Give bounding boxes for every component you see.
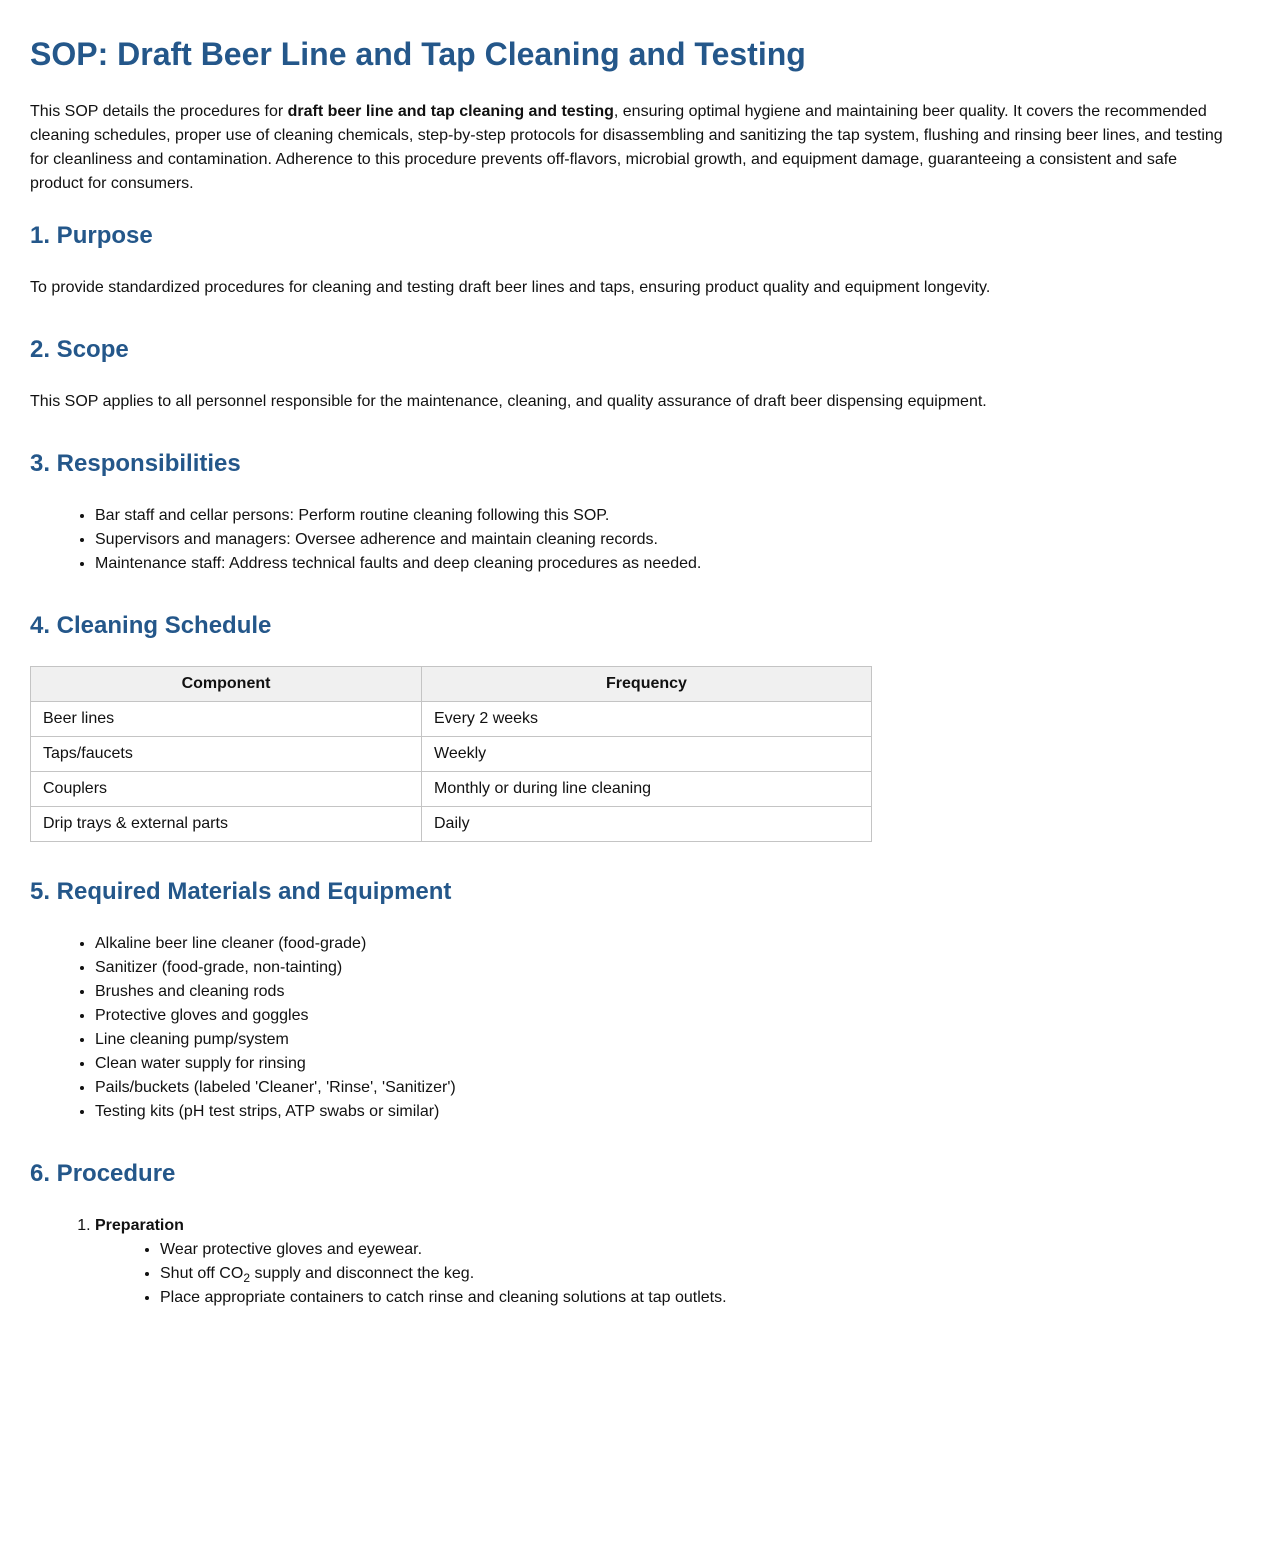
table-cell: Drip trays & external parts: [31, 807, 422, 842]
list-item: • Place appropriate containers to catch rinse and cleaning solutions at tap outlets.: [160, 1286, 1233, 1310]
table-row: [31, 807, 872, 842]
table-row: [31, 702, 872, 737]
table-cell: Daily: [422, 807, 872, 842]
co2-subscript: 2: [243, 1271, 250, 1285]
co2-text-end: supply and disconnect the keg.: [250, 1265, 475, 1282]
procedure-steps: [30, 1214, 1233, 1310]
schedule-heading: 4. Cleaning Schedule: [30, 612, 272, 639]
responsibilities-heading: 3. Responsibilities: [30, 450, 241, 477]
table-cell: Every 2 weeks: [422, 702, 872, 737]
list-item: • Wear protective gloves and eyewear.: [160, 1238, 1233, 1262]
table-header-row: [31, 667, 872, 702]
page-title: SOP: Draft Beer Line and Tap Cleaning and Testing: [30, 36, 806, 72]
purpose-heading: 1. Purpose: [30, 222, 153, 249]
intro-paragraph: [30, 100, 1233, 196]
list-item: • Brushes and cleaning rods: [95, 980, 1233, 1004]
scope-text: This SOP applies to all personnel responsible for the maintenance, cleaning, and quality assurance of draft beer dispensing equipment.: [30, 393, 987, 410]
materials-heading: 5. Required Materials and Equipment: [30, 878, 452, 905]
responsibilities-list: [30, 504, 1233, 576]
list-item: • Alkaline beer line cleaner (food-grade): [95, 932, 1233, 956]
list-item: • Line cleaning pump/system: [95, 1028, 1233, 1052]
step-title: Preparation: [95, 1217, 184, 1234]
table-cell: Weekly: [422, 737, 872, 772]
list-item: [160, 1262, 1233, 1286]
list-item: • Testing kits (pH test strips, ATP swabs or similar): [95, 1100, 1233, 1124]
procedure-heading: 6. Procedure: [30, 1160, 176, 1187]
column-header-frequency: Frequency: [422, 667, 872, 702]
procedure-step-preparation: [95, 1214, 1233, 1310]
list-item: • Pails/buckets (labeled 'Cleaner', 'Rinse', 'Sanitizer'): [95, 1076, 1233, 1100]
table-cell: Monthly or during line cleaning: [422, 772, 872, 807]
list-item: • Protective gloves and goggles: [95, 1004, 1233, 1028]
table-cell: Couplers: [31, 772, 422, 807]
list-item: • Supervisors and managers: Oversee adherence and maintain cleaning records.: [95, 528, 1233, 552]
table-cell: Beer lines: [31, 702, 422, 737]
table-row: [31, 772, 872, 807]
intro-text-end: , ensuring optimal hygiene and maintaining beer quality. It covers the recommended cleaning schedules, proper use of cleaning chemicals, step-by-step protocols for disassembling and sanitizing the tap system, flushing and rinsing beer lines, and testing for cleanliness and contamination. Adherence to this procedure prevents off-flavors, microbial growth, and equipment damage, guaranteeing a consistent and safe product for consumers.: [30, 103, 1223, 192]
co2-text-start: Shut off CO: [160, 1265, 244, 1282]
list-item: • Sanitizer (food-grade, non-tainting): [95, 956, 1233, 980]
list-item: • Bar staff and cellar persons: Perform routine cleaning following this SOP.: [95, 504, 1233, 528]
intro-bold-text: draft beer line and tap cleaning and testing: [287, 103, 614, 120]
preparation-substeps: [95, 1238, 1233, 1310]
scope-heading: 2. Scope: [30, 336, 129, 363]
table-row: [31, 737, 872, 772]
purpose-text: To provide standardized procedures for cleaning and testing draft beer lines and taps, ensuring product quality and equipment longevity.: [30, 279, 991, 296]
cleaning-schedule-table: [30, 666, 872, 842]
table-cell: Taps/faucets: [31, 737, 422, 772]
list-item: • Clean water supply for rinsing: [95, 1052, 1233, 1076]
intro-text-start: This SOP details the procedures for: [30, 103, 288, 120]
materials-list: [30, 932, 1233, 1124]
column-header-component: Component: [31, 667, 422, 702]
list-item: • Maintenance staff: Address technical faults and deep cleaning procedures as needed.: [95, 552, 1233, 576]
